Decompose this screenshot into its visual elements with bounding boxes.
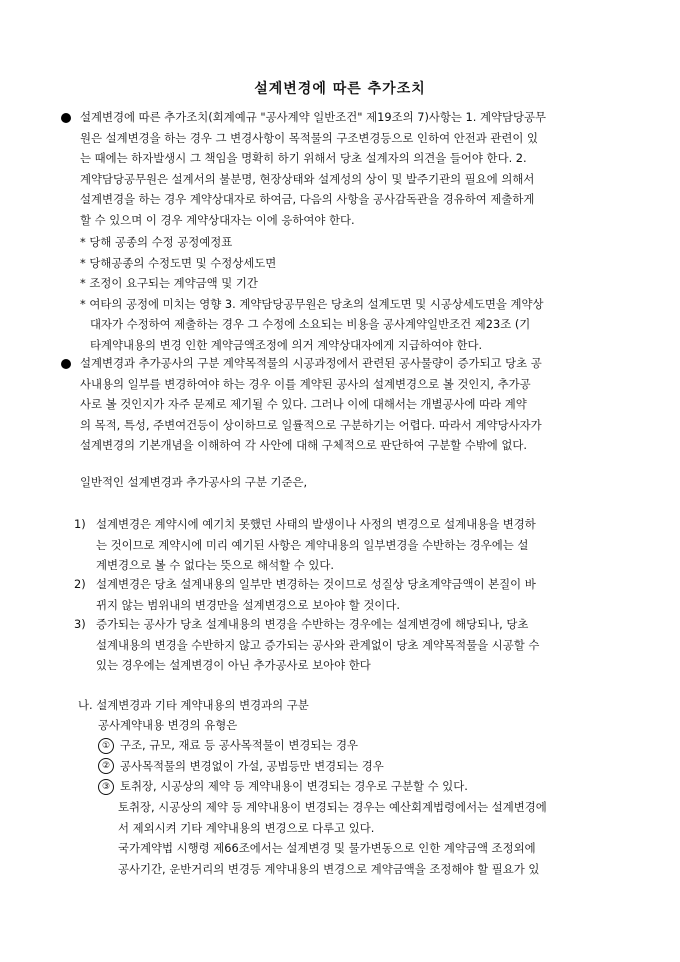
section-3-heading: 나. 설계변경과 기타 계약내용의 변경과의 구분 — [78, 698, 309, 712]
circled-number: ③ — [98, 779, 114, 795]
criteria-line: 3) 증가되는 공사가 당초 설계내용의 변경을 수반하는 경우에는 설계변경에 해당되나, 당초 — [74, 614, 644, 635]
list-item: * 당해 공종의 수정 공정예정표 — [80, 235, 233, 249]
criteria-number: 3) — [74, 617, 86, 631]
text-line: 토취장, 시공상의 제약 등 계약내용이 변경되는 경우는 예산회계법령에서는 설계변경에 — [118, 800, 547, 814]
type-item: ① 구조, 규모, 재료 등 공사목적물이 변경되는 경우 — [98, 735, 638, 756]
criteria-intro: 일반적인 설계변경과 추가공사의 구분 기준은, — [80, 475, 308, 489]
list-item-continuation: 대자가 수정하여 제출하는 경우 그 수정에 소요되는 비용을 공사계약일반조건 제23조 (기 — [90, 317, 531, 331]
types-list — [98, 735, 638, 797]
text-line: 계약담당공무원은 설계서의 불분명, 현장상태와 설계성의 상이 및 발주기관의 필요에 의해서 — [80, 171, 535, 186]
criteria-line: 있는 경우에는 설계변경이 아닌 추가공사로 보아야 한다 — [96, 658, 371, 672]
criteria-1 — [74, 514, 644, 576]
text-line: 할 수 있으며 이 경우 계약상대자는 이에 응하여야 한다. — [80, 212, 355, 227]
list-item: * 조정이 요구되는 계약금액 및 기간 — [80, 276, 258, 290]
text-line: 국가계약법 시행령 제66조에서는 설계변경 및 물가변동으로 인한 계약금액 조정외에 — [118, 841, 536, 855]
bullet-icon — [61, 113, 71, 123]
criteria-line: 2) 설계변경은 당초 설계내용의 일부만 변경하는 것이므로 성질상 당초계약금액이 본질이 바 — [74, 574, 644, 595]
section-3-tail — [118, 797, 648, 879]
criteria-2 — [74, 574, 644, 615]
list-item-continuation: 타계약내용의 변경 인한 계약금액조정에 의거 계약상대자에게 지급하여야 한다. — [90, 337, 483, 352]
text-line: 의 목적, 특성, 주변여건등이 상이하므로 일률적으로 구분하기는 어렵다. 따라서 계약당사자가 — [80, 417, 542, 432]
list-item: * 여타의 공정에 미치는 영향 3. 계약담당공무원은 당초의 설계도면 및 시공상세도면을 계약상 — [80, 296, 544, 311]
section-2-paragraph — [80, 353, 640, 456]
list-item: * 당해공종의 수정도면 및 수정상세도면 — [80, 255, 277, 270]
text-line: 서 제외시켜 기타 계약내용의 변경으로 다루고 있다. — [118, 820, 375, 835]
circled-number: ① — [98, 738, 114, 754]
page-title: 설계변경에 따른 추가조치 — [254, 81, 426, 97]
bullet-icon — [61, 359, 71, 369]
text-line: 는 때에는 하자발생시 그 책임을 명확히 하기 위해서 당초 설계자의 의견을 들어야 한다. 2. — [80, 151, 527, 165]
type-item: ③ 토취장, 시공상의 제약 등 계약내용이 변경되는 경우로 구분할 수 있다. — [98, 776, 638, 797]
text-line: 설계변경의 기본개념을 이해하여 각 사안에 대해 구체적으로 판단하여 구분할 수밖에 없다. — [80, 438, 527, 452]
criteria-number: 1) — [74, 517, 86, 531]
text-line: 설계변경과 추가공사의 구분 계약목적물의 시공과정에서 관련된 공사물량이 증가되고 당초 공 — [80, 356, 542, 370]
criteria-number: 2) — [74, 577, 86, 591]
criteria-line: 는 것이므로 계약시에 미리 예기된 사항은 계약내용의 일부변경을 수반하는 경우에는 설 — [96, 537, 529, 552]
criteria-line: 뀌지 않는 범위내의 변경만을 설계변경으로 보아야 할 것이다. — [96, 597, 401, 612]
criteria-line: 1) 설계변경은 계약시에 예기치 못했던 사태의 발생이나 사정의 변경으로 설계내용을 변경하 — [74, 514, 644, 535]
criteria-3 — [74, 614, 644, 676]
criteria-line: 설계내용의 변경을 수반하지 않고 증가되는 공사와 관계없이 당초 계약목적물을 시공할 수 — [96, 637, 540, 652]
text-line: 설계변경에 따른 추가조치(회계예규 "공사계약 일반조건" 제19조의 7)사항는 1. 계약담당공무 — [80, 110, 547, 124]
text-line: 사내용의 일부를 변경하여야 하는 경우 이를 계약된 공사의 설계변경으로 볼 것인지, 추가공 — [80, 376, 531, 391]
section-3-sub: 공사계약내용 변경의 유형은 — [98, 718, 238, 732]
text-line: 공사기간, 운반거리의 변경등 계약내용의 변경으로 계약금액을 조정해야 할 필요가 있 — [118, 861, 540, 876]
section-1-items — [80, 232, 640, 355]
text-line: 설계변경을 하는 경우 계약상대자로 하여금, 다음의 사항을 공사감독관을 경유하여 제출하게 — [80, 192, 535, 206]
text-line: 원은 설계변경을 하는 경우 그 변경사항이 목적물의 구조변경등으로 인하여 안전과 관련이 있 — [80, 130, 538, 145]
circled-number: ② — [98, 758, 114, 774]
type-item: ② 공사목적물의 변경없이 가설, 공법등만 변경되는 경우 — [98, 756, 638, 777]
section-1-paragraph — [80, 107, 640, 230]
criteria-line: 계변경으로 볼 수 없다는 뜻으로 해석할 수 있다. — [96, 558, 335, 572]
text-line: 사로 볼 것인지가 자주 문제로 제기될 수 있다. 그러나 이에 대해서는 개별공사에 따라 계약 — [80, 397, 527, 411]
